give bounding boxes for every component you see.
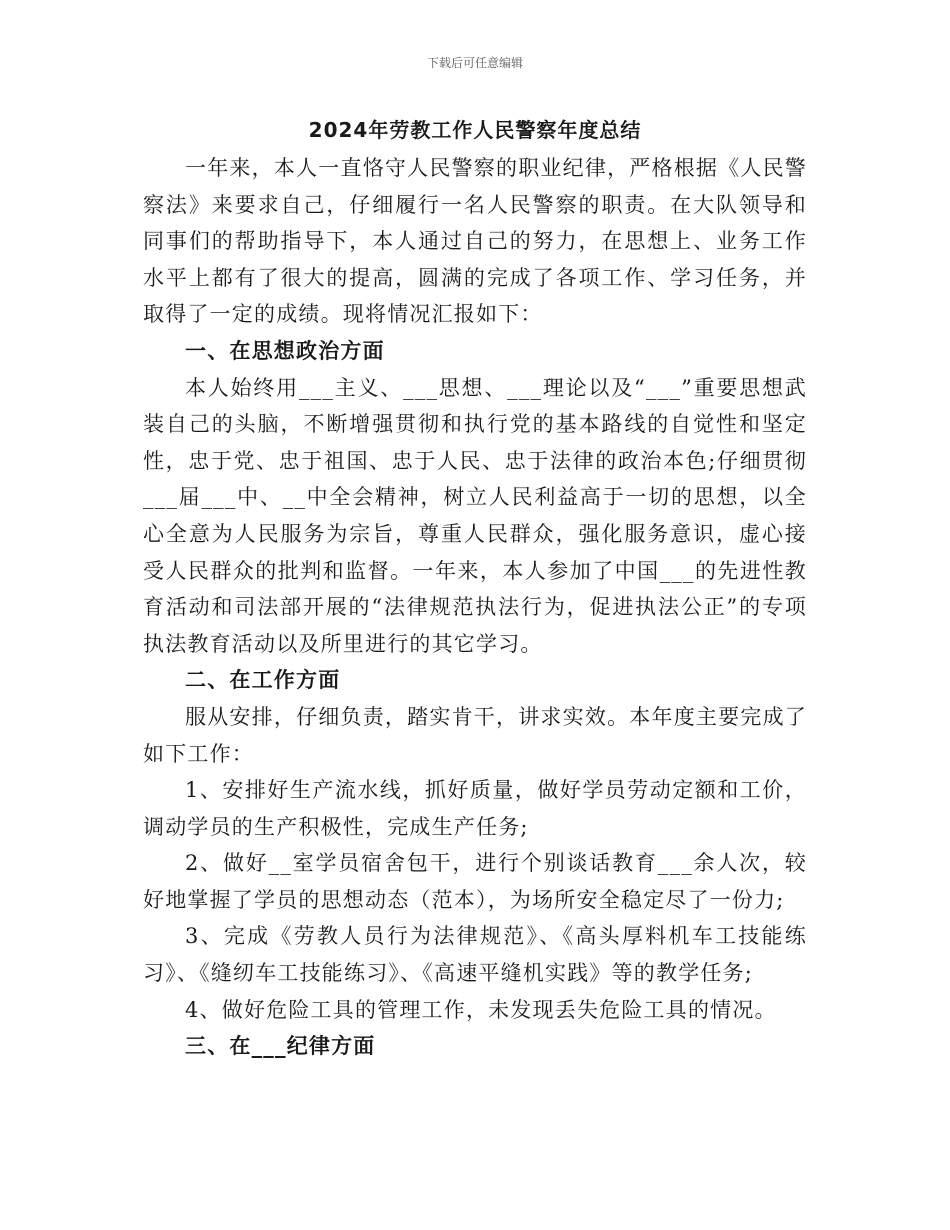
header-note: 下载后可任意编辑	[426, 56, 523, 70]
paragraph-work-item-2: 2、做好__室学员宿舍包干，进行个别谈话教育___余人次，较好地掌握了学员的思想动态（范本），为场所安全稳定尽了一份力;	[143, 851, 807, 912]
section-heading-3: 三、在___纪律方面	[185, 1034, 376, 1059]
paragraph-politics: 本人始终用___主义、___思想、___理论以及“___”重要思想武装自己的头脑，不断增强贯彻和执行党的基本路线的自觉性和坚定性，忠于党、忠于祖国、忠于人民、忠于法律的政治本色;仔细贯彻___届___中、__中全会精神，树立人民利益高于一切的思想，以全心全意为人民服务为宗旨，尊重人民群众，强化服务意识，虚心接受人民群众的批判和监督。一年来，本人参加了中国___的先进性教育活动和司法部开展的“法律规范执法行为，促进执法公正”的专项执法教育活动以及所里进行的其它学习。	[143, 375, 807, 656]
paragraph-work-item-3: 3、完成《劳教人员行为法律规范》、《高头厚料机车工技能练习》、《缝纫车工技能练习》、《高速平缝机实践》等的教学任务;	[143, 924, 807, 986]
paragraph-work-intro: 服从安排，仔细负责，踏实肯干，讲求实效。本年度主要完成了如下工作：	[143, 704, 807, 766]
paragraph-work-item-1: 1、安排好生产流水线，抓好质量，做好学员劳动定额和工价，调动学员的生产积极性，完成生产任务;	[143, 778, 807, 839]
paragraph-intro: 一年来，本人一直恪守人民警察的职业纪律，严格根据《人民警察法》来要求自己，仔细履行一名人民警察的职责。在大队领导和同事们的帮助指导下，本人通过自己的努力，在思想上、业务工作水平上都有了很大的提高，圆满的完成了各项工作、学习任务，并取得了一定的成绩。现将情况汇报如下：	[143, 156, 807, 327]
paragraph-work-item-4: 4、做好危险工具的管理工作，未发现丢失危险工具的情况。	[185, 997, 777, 1022]
document-body	[143, 150, 807, 1065]
section-heading-1: 一、在思想政治方面	[185, 338, 385, 363]
section-heading-2: 二、在工作方面	[185, 668, 341, 693]
document-title: 2024年劳教工作人民警察年度总结	[308, 118, 642, 142]
